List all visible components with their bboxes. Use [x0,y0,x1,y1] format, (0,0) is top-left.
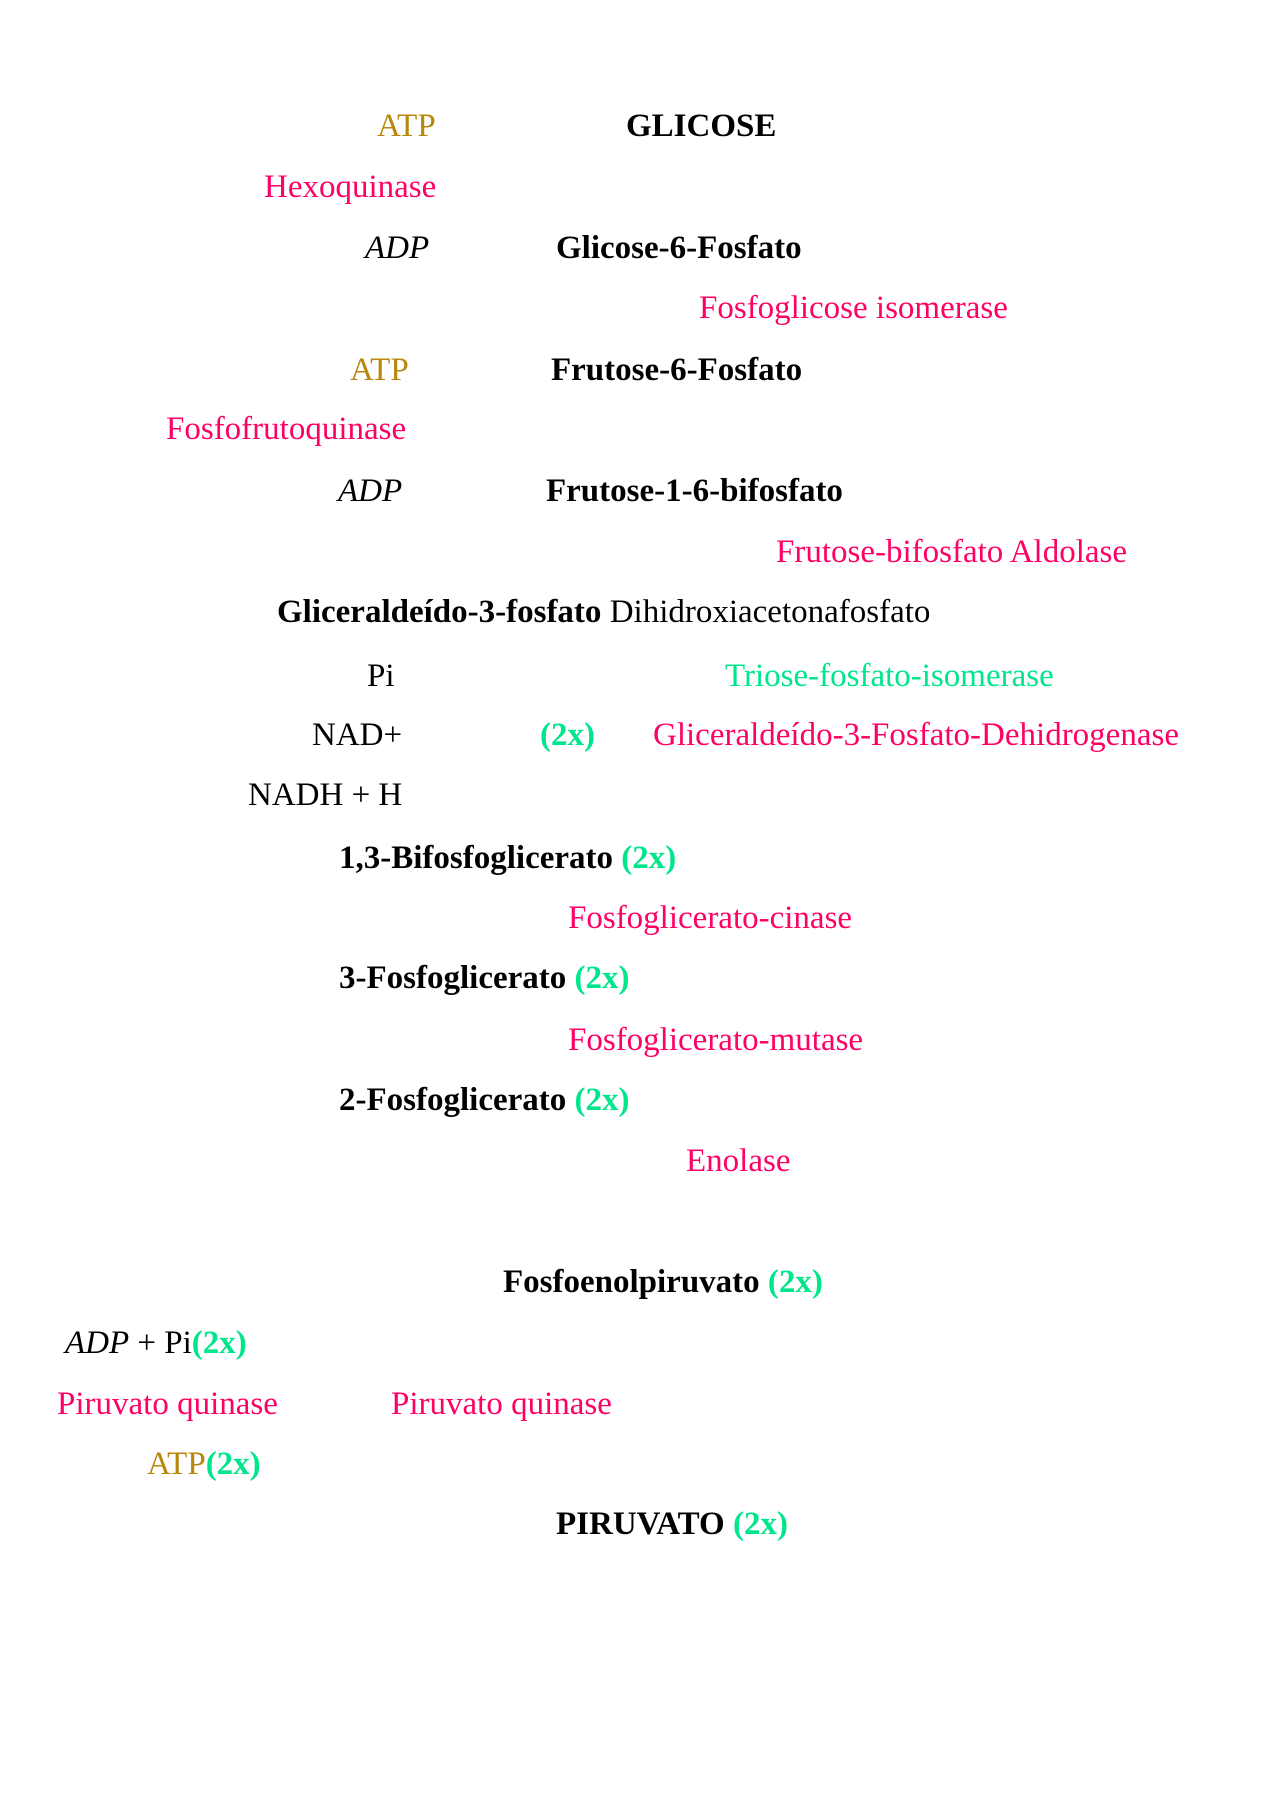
multiplier-2x: (2x) [767,1264,823,1300]
adp-pi-cofactor-row [65,1327,247,1360]
compound-3-fosfoglicerato: 3-Fosfoglicerato [339,960,567,996]
triose-pair [277,596,930,629]
multiplier-2x: (2x) [191,1325,247,1361]
enzyme-fosfofrutoquinase: Fosfofrutoquinase [166,411,407,447]
enzyme-hexoquinase: Hexoquinase [264,169,437,205]
compound-fosfoenolpiruvato-row [503,1266,823,1299]
compound-piruvato-row [556,1508,788,1541]
atp-output-row [147,1448,261,1481]
enzyme-gliceraldeido-3-fosfato-dehidrogenase: Gliceraldeído-3-Fosfato-Dehidrogenase [653,717,1179,753]
compound-1-3-bifosfoglicerato-row [339,842,676,875]
multiplier-2x: (2x) [621,840,677,876]
enzyme-triose-fosfato-isomerase: Triose-fosfato-isomerase [725,658,1054,694]
compound-dihidroxiacetonafosfato: Dihidroxiacetonafosfato [609,594,931,630]
pi-plus: + Pi [129,1325,192,1361]
multiplier-2x: (2x) [732,1506,788,1542]
enzyme-fosfoglicerato-cinase: Fosfoglicerato-cinase [568,900,853,936]
compound-gliceraldeido-3-fosfato: Gliceraldeído-3-fosfato [277,594,602,630]
atp-input-2: ATP [350,352,409,388]
atp-output: ATP [147,1446,206,1482]
compound-fosfoenolpiruvato: Fosfoenolpiruvato [503,1264,760,1300]
enzyme-frutose-bifosfato-aldolase: Frutose-bifosfato Aldolase [776,534,1128,570]
enzyme-enolase: Enolase [686,1143,791,1179]
compound-1-3-bifosfoglicerato: 1,3-Bifosfoglicerato [339,840,614,876]
compound-glicose-6-fosfato: Glicose-6-Fosfato [556,230,802,266]
compound-2-fosfoglicerato-row [339,1084,629,1117]
adp-output-2: ADP [338,473,403,509]
compound-frutose-1-6-bifosfato: Frutose-1-6-bifosfato [546,473,843,509]
multiplier-2x: (2x) [574,960,630,996]
compound-3-fosfoglicerato-row [339,962,629,995]
pi-cofactor: Pi [367,658,395,694]
atp-input-1: ATP [377,108,436,144]
adp-output-1: ADP [365,230,430,266]
multiplier-2x: (2x) [205,1446,261,1482]
compound-2-fosfoglicerato: 2-Fosfoglicerato [339,1082,567,1118]
multiplier-2x: (2x) [540,717,595,753]
enzyme-fosfoglicerato-mutase: Fosfoglicerato-mutase [568,1022,864,1058]
compound-glicose: GLICOSE [626,108,777,144]
nadh-cofactor: NADH + H [248,777,403,813]
enzyme-fosfoglicose-isomerase: Fosfoglicose isomerase [699,290,1008,326]
enzyme-piruvato-quinase-left: Piruvato quinase [57,1386,278,1422]
enzyme-piruvato-quinase-right: Piruvato quinase [391,1386,612,1422]
multiplier-2x: (2x) [574,1082,630,1118]
adp-cofactor: ADP [65,1325,130,1361]
compound-frutose-6-fosfato: Frutose-6-Fosfato [551,352,803,388]
compound-piruvato: PIRUVATO [556,1506,725,1542]
nad-cofactor: NAD+ [312,717,403,753]
